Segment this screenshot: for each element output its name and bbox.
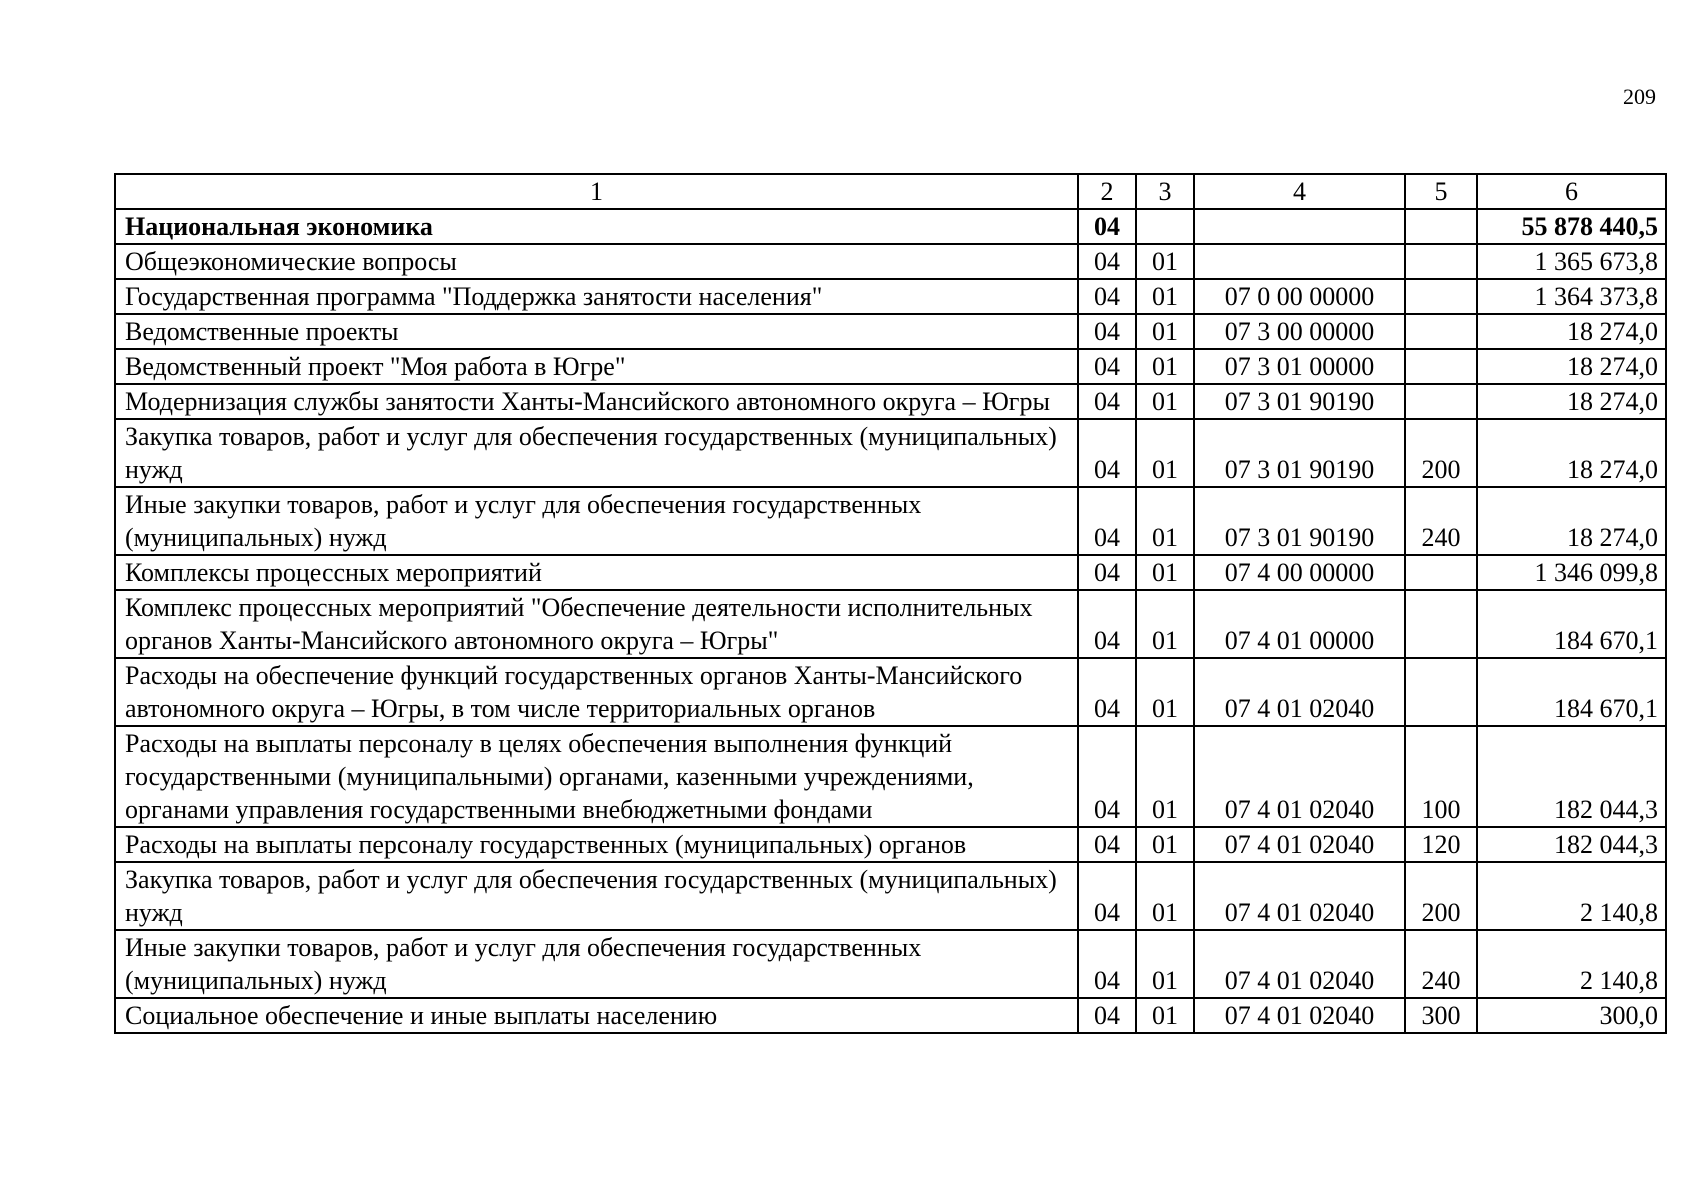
- section-code: 04: [1078, 555, 1136, 590]
- table-row: [115, 658, 1666, 726]
- subsection-code: 01: [1136, 384, 1194, 419]
- target-article-code: 07 4 01 02040: [1194, 726, 1405, 827]
- amount: 300,0: [1477, 998, 1666, 1033]
- subsection-code: [1136, 209, 1194, 244]
- target-article-code: 07 4 01 02040: [1194, 862, 1405, 930]
- expense-type-code: [1405, 244, 1477, 279]
- expense-type-code: 240: [1405, 930, 1477, 998]
- expense-type-code: [1405, 384, 1477, 419]
- expense-type-code: [1405, 279, 1477, 314]
- subsection-code: 01: [1136, 555, 1194, 590]
- target-article-code: [1194, 244, 1405, 279]
- subsection-code: 01: [1136, 419, 1194, 487]
- table-row: [115, 998, 1666, 1033]
- section-code: 04: [1078, 314, 1136, 349]
- column-header: 1: [115, 174, 1078, 209]
- item-name: Общеэкономические вопросы: [115, 244, 1078, 279]
- item-name: Модернизация службы занятости Ханты-Мансийского автономного округа – Югры: [115, 384, 1078, 419]
- subsection-code: 01: [1136, 244, 1194, 279]
- amount: 18 274,0: [1477, 419, 1666, 487]
- target-article-code: 07 4 00 00000: [1194, 555, 1405, 590]
- table-row: [115, 487, 1666, 555]
- section-code: 04: [1078, 384, 1136, 419]
- section-code: 04: [1078, 244, 1136, 279]
- target-article-code: 07 3 01 90190: [1194, 384, 1405, 419]
- amount: 18 274,0: [1477, 384, 1666, 419]
- subsection-code: 01: [1136, 862, 1194, 930]
- amount: 184 670,1: [1477, 658, 1666, 726]
- amount: 18 274,0: [1477, 487, 1666, 555]
- expense-type-code: [1405, 314, 1477, 349]
- target-article-code: 07 4 01 02040: [1194, 827, 1405, 862]
- amount: 1 346 099,8: [1477, 555, 1666, 590]
- item-name: Иные закупки товаров, работ и услуг для обеспечения государственных (муниципальных) нужд: [115, 487, 1078, 555]
- target-article-code: 07 3 01 90190: [1194, 487, 1405, 555]
- expense-type-code: 120: [1405, 827, 1477, 862]
- section-code: 04: [1078, 930, 1136, 998]
- subsection-code: 01: [1136, 590, 1194, 658]
- item-name: Закупка товаров, работ и услуг для обеспечения государственных (муниципальных) нужд: [115, 862, 1078, 930]
- expense-type-code: 200: [1405, 419, 1477, 487]
- item-name: Государственная программа "Поддержка занятости населения": [115, 279, 1078, 314]
- column-header: 5: [1405, 174, 1477, 209]
- section-code: 04: [1078, 862, 1136, 930]
- table-row: [115, 827, 1666, 862]
- amount: 2 140,8: [1477, 862, 1666, 930]
- target-article-code: 07 4 01 02040: [1194, 930, 1405, 998]
- amount: 55 878 440,5: [1477, 209, 1666, 244]
- table-body: [115, 209, 1666, 1033]
- amount: 1 364 373,8: [1477, 279, 1666, 314]
- subsection-code: 01: [1136, 827, 1194, 862]
- target-article-code: 07 4 01 02040: [1194, 658, 1405, 726]
- target-article-code: 07 0 00 00000: [1194, 279, 1405, 314]
- table-row: [115, 726, 1666, 827]
- expense-type-code: [1405, 590, 1477, 658]
- item-name: Расходы на обеспечение функций государственных органов Ханты-Мансийского автономного округа – Югры, в том числе территориальных органов: [115, 658, 1078, 726]
- item-name: Комплекс процессных мероприятий "Обеспечение деятельности исполнительных органов Ханты-Мансийского автономного округа – Югры": [115, 590, 1078, 658]
- expense-type-code: 240: [1405, 487, 1477, 555]
- table-row: [115, 279, 1666, 314]
- expense-type-code: [1405, 658, 1477, 726]
- amount: 182 044,3: [1477, 726, 1666, 827]
- expense-type-code: [1405, 555, 1477, 590]
- table-row: [115, 384, 1666, 419]
- amount: 184 670,1: [1477, 590, 1666, 658]
- amount: 18 274,0: [1477, 314, 1666, 349]
- table-row: [115, 419, 1666, 487]
- table-row: [115, 314, 1666, 349]
- subsection-code: 01: [1136, 279, 1194, 314]
- item-name: Комплексы процессных мероприятий: [115, 555, 1078, 590]
- table-row: [115, 590, 1666, 658]
- item-name: Закупка товаров, работ и услуг для обеспечения государственных (муниципальных) нужд: [115, 419, 1078, 487]
- amount: 182 044,3: [1477, 827, 1666, 862]
- target-article-code: 07 3 01 00000: [1194, 349, 1405, 384]
- section-code: 04: [1078, 658, 1136, 726]
- target-article-code: 07 3 00 00000: [1194, 314, 1405, 349]
- column-header: 4: [1194, 174, 1405, 209]
- subsection-code: 01: [1136, 726, 1194, 827]
- expense-type-code: 100: [1405, 726, 1477, 827]
- target-article-code: 07 4 01 02040: [1194, 998, 1405, 1033]
- subsection-code: 01: [1136, 487, 1194, 555]
- section-code: 04: [1078, 487, 1136, 555]
- table-row: [115, 349, 1666, 384]
- expense-type-code: 300: [1405, 998, 1477, 1033]
- budget-table: [114, 173, 1667, 1034]
- section-code: 04: [1078, 590, 1136, 658]
- section-code: 04: [1078, 998, 1136, 1033]
- target-article-code: 07 3 01 90190: [1194, 419, 1405, 487]
- subsection-code: 01: [1136, 658, 1194, 726]
- item-name: Социальное обеспечение и иные выплаты населению: [115, 998, 1078, 1033]
- table-row: [115, 555, 1666, 590]
- section-code: 04: [1078, 726, 1136, 827]
- section-code: 04: [1078, 349, 1136, 384]
- expense-type-code: 200: [1405, 862, 1477, 930]
- subsection-code: 01: [1136, 349, 1194, 384]
- table-row: [115, 244, 1666, 279]
- column-header: 2: [1078, 174, 1136, 209]
- item-name: Расходы на выплаты персоналу государственных (муниципальных) органов: [115, 827, 1078, 862]
- column-header: 6: [1477, 174, 1666, 209]
- subsection-code: 01: [1136, 314, 1194, 349]
- item-name: Ведомственные проекты: [115, 314, 1078, 349]
- item-name: Национальная экономика: [115, 209, 1078, 244]
- item-name: Ведомственный проект "Моя работа в Югре": [115, 349, 1078, 384]
- subsection-code: 01: [1136, 998, 1194, 1033]
- table-row: [115, 209, 1666, 244]
- table-header-row: [115, 174, 1666, 209]
- expense-type-code: [1405, 209, 1477, 244]
- amount: 18 274,0: [1477, 349, 1666, 384]
- amount: 2 140,8: [1477, 930, 1666, 998]
- section-code: 04: [1078, 419, 1136, 487]
- target-article-code: 07 4 01 00000: [1194, 590, 1405, 658]
- section-code: 04: [1078, 827, 1136, 862]
- section-code: 04: [1078, 279, 1136, 314]
- page-number: 209: [1623, 84, 1656, 109]
- amount: 1 365 673,8: [1477, 244, 1666, 279]
- item-name: Иные закупки товаров, работ и услуг для обеспечения государственных (муниципальных) нужд: [115, 930, 1078, 998]
- subsection-code: 01: [1136, 930, 1194, 998]
- table-row: [115, 930, 1666, 998]
- column-header: 3: [1136, 174, 1194, 209]
- target-article-code: [1194, 209, 1405, 244]
- item-name: Расходы на выплаты персоналу в целях обеспечения выполнения функций государственными (муниципальными) органами, казенными учреждениями, органами управления государственными внебюджетными фондами: [115, 726, 1078, 827]
- table-row: [115, 862, 1666, 930]
- section-code: 04: [1078, 209, 1136, 244]
- expense-type-code: [1405, 349, 1477, 384]
